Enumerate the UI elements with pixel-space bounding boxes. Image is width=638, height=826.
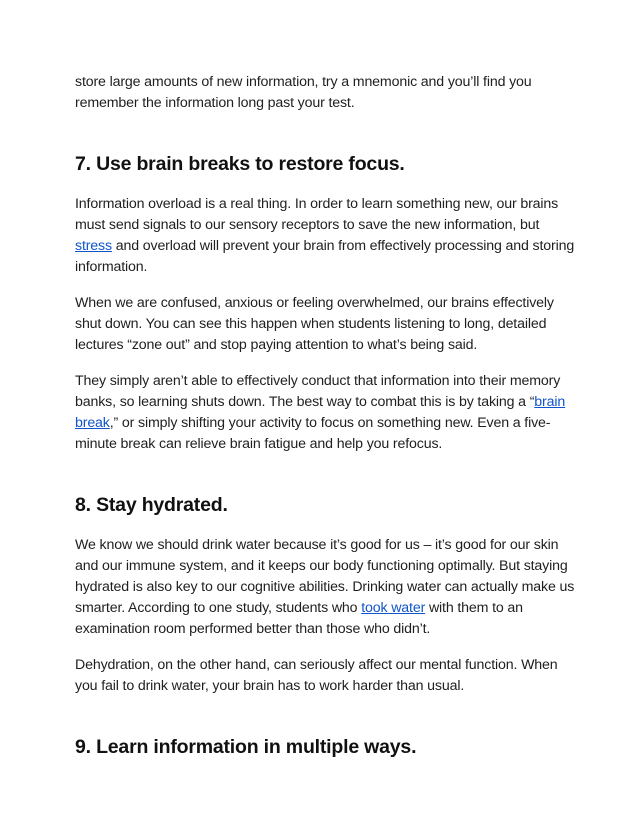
section-7-paragraph-3 [75,371,575,455]
took-water-link[interactable]: took water [361,600,426,616]
text-span: They simply aren’t able to effectively conduct that information into their memory banks, so learning shuts down. The best way to combat this is by taking a “ [75,373,561,410]
brain-break-link[interactable]: brain break [75,394,566,431]
text-span: with them to an examination room performed better than those who didn’t. [75,600,523,637]
text-span: Information overload is a real thing. In order to learn something new, our brains must send signals to our sensory receptors to save the new information, but [75,196,559,233]
text-span: and overload will prevent your brain from effectively processing and storing information. [75,238,575,275]
section-8-paragraph-2: Dehydration, on the other hand, can seriously affect our mental function. When you fail to drink water, your brain has to work harder than usual. [75,657,558,694]
section-7-heading: 7. Use brain breaks to restore focus. [75,153,405,175]
section-7-paragraph-2: When we are confused, anxious or feeling overwhelmed, our brains effectively shut down. You can see this happen when students listening to long, detailed lectures “zone out” and stop paying attention to what’s being said. [75,295,554,353]
section-7-paragraph-1 [75,194,575,278]
text-span: We know we should drink water because it’s good for us – it’s good for our skin and our immune system, and it keeps our body functioning optimally. But staying hydrated is also key to our cognitive abilities. Drinking water can actually make us smarter. According to one study, students who [75,537,575,616]
section-8-paragraph-1 [75,535,575,640]
section-8-heading: 8. Stay hydrated. [75,494,228,516]
section-9-heading: 9. Learn information in multiple ways. [75,736,417,758]
document-content [75,72,575,760]
intro-paragraph: store large amounts of new information, try a mnemonic and you’ll find you remember the information long past your test. [75,74,532,111]
text-span: ,” or simply shifting your activity to focus on something new. Even a five-minute break can relieve brain fatigue and help you refocus. [75,415,551,452]
stress-link[interactable]: stress [75,238,112,254]
